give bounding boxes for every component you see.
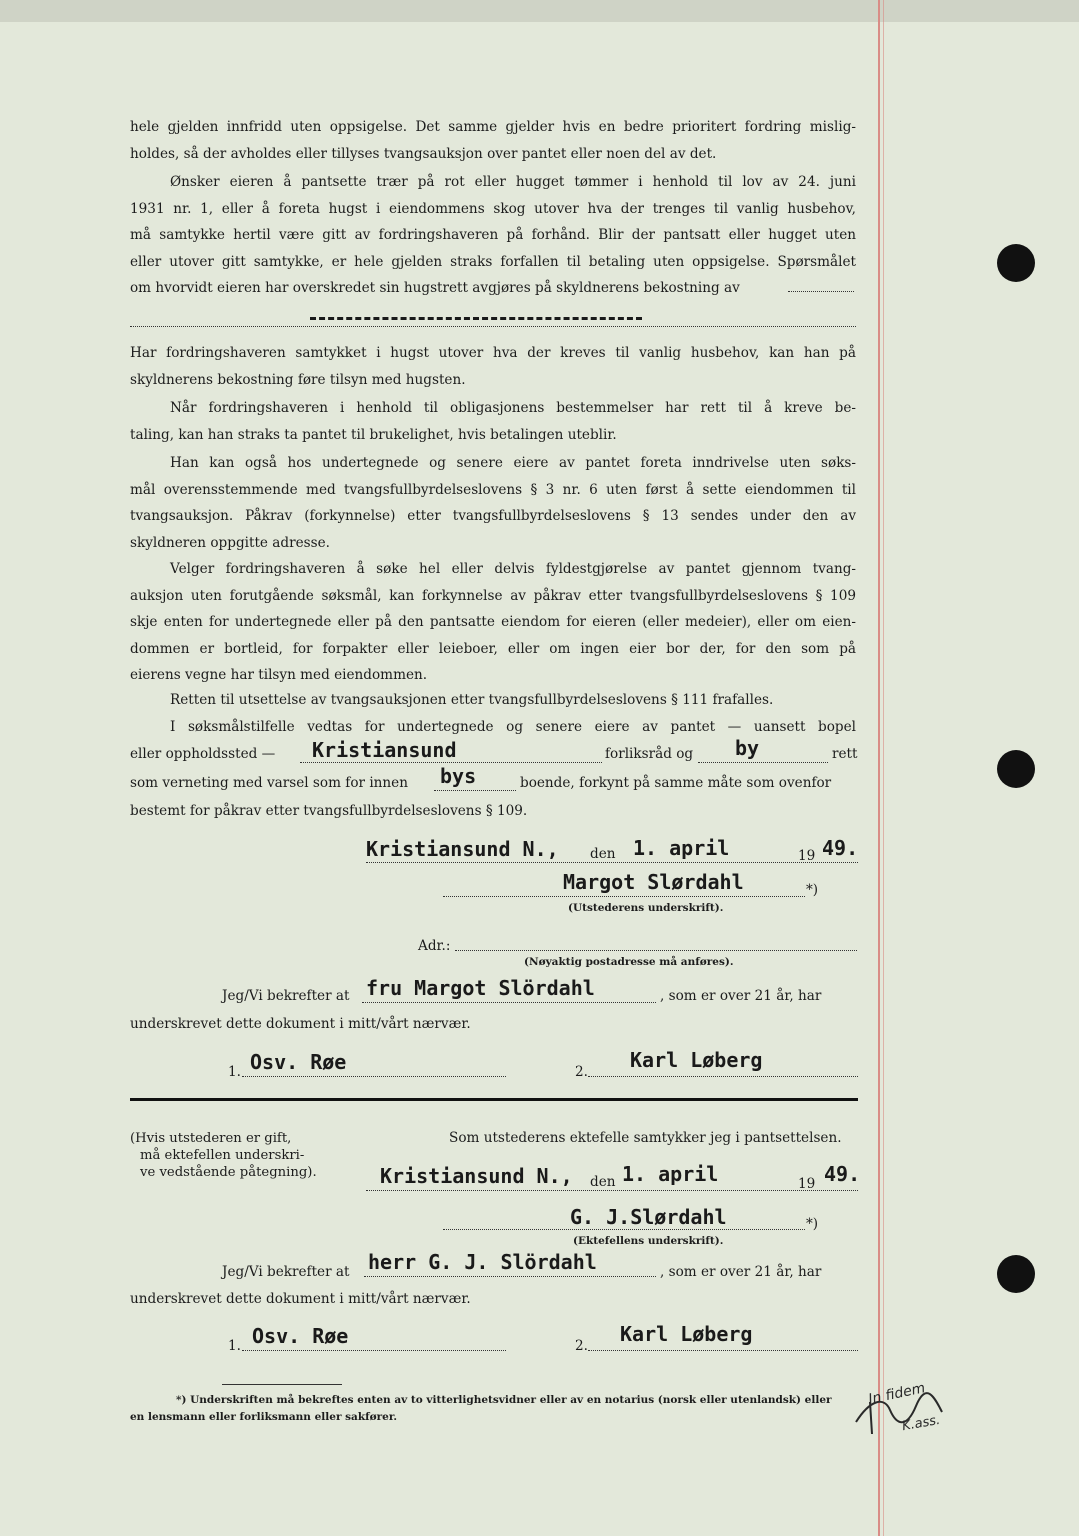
text-line: skje enten for undertegnede eller på den pantsatte eiendom for eieren (eller medeier), eller om eien-	[130, 614, 856, 630]
signature-caption: (Utstederens underskrift).	[568, 902, 724, 914]
address-line	[455, 950, 857, 951]
scan-top-edge	[0, 0, 1079, 22]
spouse-note	[130, 1130, 317, 1181]
margin-line-secondary	[883, 0, 884, 1536]
text-line: om hvorvidt eieren har overskredet sin hugstrett avgjøres på skyldnerens bekostning av	[130, 280, 740, 296]
text-line: hele gjelden innfridd uten oppsigelse. Det samme gjelder hvis en bedre prioritert fordring mislig-	[130, 119, 856, 135]
spouse-signing-place: Kristiansund N.,	[380, 1164, 573, 1188]
fill-line	[364, 1276, 656, 1277]
spouse-note-line: (Hvis utstederen er gift,	[130, 1131, 292, 1146]
address-caption: (Nøyaktig postadresse må anføres).	[524, 956, 734, 968]
spouse-signing-year: 49.	[824, 1162, 861, 1186]
spouse-note-line: ve vedstående påtegning).	[140, 1165, 317, 1180]
confirm-suffix: , som er over 21 år, har	[660, 988, 822, 1004]
punch-hole-icon	[997, 750, 1035, 788]
fill-line	[362, 1002, 656, 1003]
issuer-signature: Margot Slørdahl	[563, 870, 744, 894]
section-divider	[130, 1098, 858, 1101]
rett-label: rett	[832, 746, 858, 762]
witness-number: 2.	[575, 1064, 588, 1080]
text-line: Ønsker eieren å pantsette trær på rot eller hugget tømmer i henhold til lov av 24. juni	[170, 174, 856, 190]
witness-1-signature: Osv. Røe	[250, 1050, 347, 1074]
witness-2-signature: Karl Løberg	[630, 1048, 763, 1072]
footnote	[130, 1392, 860, 1426]
paragraph-1	[130, 114, 856, 167]
witness-number: 2.	[575, 1338, 588, 1354]
den-label: den	[590, 846, 616, 862]
text-line: tvangsauksjon. Påkrav (forkynnelse) etter tvangsfullbyrdelseslovens § 13 sendes under den av	[130, 508, 856, 524]
spouse-signature: G. J.Slørdahl	[570, 1205, 727, 1229]
venue-prefix: eller oppholdssted —	[130, 746, 276, 762]
paragraph-5	[130, 450, 856, 556]
text-line: Velger fordringshaveren å søke hel eller delvis fyldestgjørelse av pantet gjennom tvang-	[170, 561, 856, 577]
witness-line	[588, 1076, 858, 1077]
spouse-confirm-name: herr G. J. Slördahl	[368, 1250, 597, 1274]
stamp-in-fidem: In fidem	[866, 1380, 927, 1408]
witness-line	[242, 1076, 506, 1077]
paragraph-4	[130, 395, 856, 448]
text-line: auksjon uten forutgående søksmål, kan forkynnelse av påkrav etter tvangsfullbyrdelseslovens § 109	[130, 587, 856, 604]
signing-year: 49.	[822, 836, 859, 860]
venue-court: by	[735, 736, 760, 760]
fill-line	[130, 326, 856, 327]
text-line: skyldnerens bekostning føre tilsyn med hugsten.	[130, 371, 466, 388]
confirm-prefix: Jeg/Vi bekrefter at	[222, 988, 350, 1004]
year-prefix: 19	[798, 1176, 816, 1192]
fill-line	[366, 1190, 858, 1191]
confirm-suffix: , som er over 21 år, har	[660, 1264, 822, 1280]
margin-line	[878, 0, 880, 1536]
spouse-witness-2-signature: Karl Løberg	[620, 1322, 753, 1346]
signing-place: Kristiansund N.,	[366, 837, 559, 861]
punch-hole-icon	[997, 1255, 1035, 1293]
spouse-witness-1-signature: Osv. Røe	[252, 1324, 349, 1348]
text-line: holdes, så der avholdes eller tillyses tvangsauksjon over pantet eller noen del av det.	[130, 145, 717, 162]
paragraph-3	[130, 340, 856, 393]
paragraph-2	[130, 169, 856, 302]
text-line: Han kan også hos undertegnede og senere eiere av pantet foreta inndrivelse uten søks-	[170, 455, 856, 471]
text-line: skyldneren oppgitte adresse.	[130, 534, 330, 551]
handwritten-initials-icon	[850, 1390, 950, 1440]
spouse-consent: Som utstederens ektefelle samtykker jeg i pantsettelsen.	[449, 1130, 842, 1146]
forliksrad-label: forliksråd og	[605, 746, 694, 762]
witness-number: 1.	[228, 1338, 241, 1354]
spouse-note-line: må ektefellen underskri-	[140, 1148, 305, 1163]
confirm-prefix: Jeg/Vi bekrefter at	[222, 1264, 350, 1280]
paragraph-7	[130, 687, 856, 714]
stamp-kass: K.ass.	[900, 1412, 942, 1435]
text-line: Retten til utsettelse av tvangsauksjonen etter tvangsfullbyrdelseslovens § 111 frafalles.	[170, 692, 774, 708]
text-line: må samtykke hertil være gitt av fordringshaveren på forhånd. Blir der pantsatt eller hugget uten	[130, 227, 856, 243]
witness-line	[242, 1350, 506, 1351]
footnote-rule	[222, 1384, 342, 1385]
text-line: mål overensstemmende med tvangsfullbyrdelseslovens § 3 nr. 6 uten først å sette eiendommen til	[130, 481, 856, 498]
text-line: dommen er bortleid, for forpakter eller leieboer, eller om ingen eier bor der, for den som på	[130, 640, 856, 657]
signature-footnote-mark: *)	[806, 882, 819, 898]
year-prefix: 19	[798, 848, 816, 864]
fill-line	[434, 790, 516, 791]
fill-line	[300, 762, 602, 763]
spouse-signing-date: 1. april	[622, 1162, 719, 1186]
text-line: Har fordringshaveren samtykket i hugst utover hva der kreves til vanlig husbehov, kan han på	[130, 345, 856, 361]
venue-line2-suffix: boende, forkynt på samme måte som ovenfor	[520, 775, 832, 791]
signature-line	[443, 1229, 805, 1230]
signing-date: 1. april	[633, 836, 730, 860]
footnote-line: *) Underskriften må bekreftes enten av to vitterlighetsvidner eller av en notarius (norsk eller utenlandsk) eller	[176, 1394, 832, 1406]
address-label: Adr.:	[418, 938, 451, 954]
text-line: taling, kan han straks ta pantet til brukelighet, hvis betalingen uteblir.	[130, 426, 617, 443]
signature-line	[443, 896, 805, 897]
venue-innen-value: bys	[440, 764, 477, 788]
footnote-line: en lensmann eller forliksmann eller sakfører.	[130, 1411, 398, 1423]
venue-line3: bestemt for påkrav etter tvangsfullbyrdelseslovens § 109.	[130, 803, 528, 819]
fill-line	[698, 762, 828, 763]
venue-line2-prefix: som verneting med varsel som for innen	[130, 775, 408, 791]
witness-number: 1.	[228, 1064, 241, 1080]
handwritten-dash-line	[310, 317, 642, 320]
confirm-line2: underskrevet dette dokument i mitt/vårt nærvær.	[130, 1016, 471, 1032]
fill-line	[788, 291, 854, 292]
text-line: eller utover gitt samtykke, er hele gjelden straks forfallen til betaling uten oppsigelse. Spørsmålet	[130, 253, 856, 270]
signature-footnote-mark: *)	[806, 1216, 819, 1232]
fill-line	[366, 862, 858, 863]
text-line: eierens vegne har tilsyn med eiendommen.	[130, 667, 428, 683]
confirm-name: fru Margot Slördahl	[366, 976, 595, 1000]
confirm-line2: underskrevet dette dokument i mitt/vårt nærvær.	[130, 1291, 471, 1307]
punch-hole-icon	[997, 244, 1035, 282]
venue-place: Kristiansund	[312, 738, 457, 762]
spouse-signature-caption: (Ektefellens underskrift).	[573, 1235, 724, 1247]
witness-line	[588, 1350, 858, 1351]
text-line: I søksmålstilfelle vedtas for undertegnede og senere eiere av pantet — uansett bopel	[170, 719, 856, 735]
paragraph-6	[130, 556, 856, 689]
den-label: den	[590, 1174, 616, 1190]
text-line: Når fordringshaveren i henhold til obligasjonens bestemmelser har rett til å kreve be-	[170, 400, 856, 416]
text-line: 1931 nr. 1, eller å foreta hugst i eiendommens skog utover hva der trenges til vanlig husbehov,	[130, 200, 856, 217]
